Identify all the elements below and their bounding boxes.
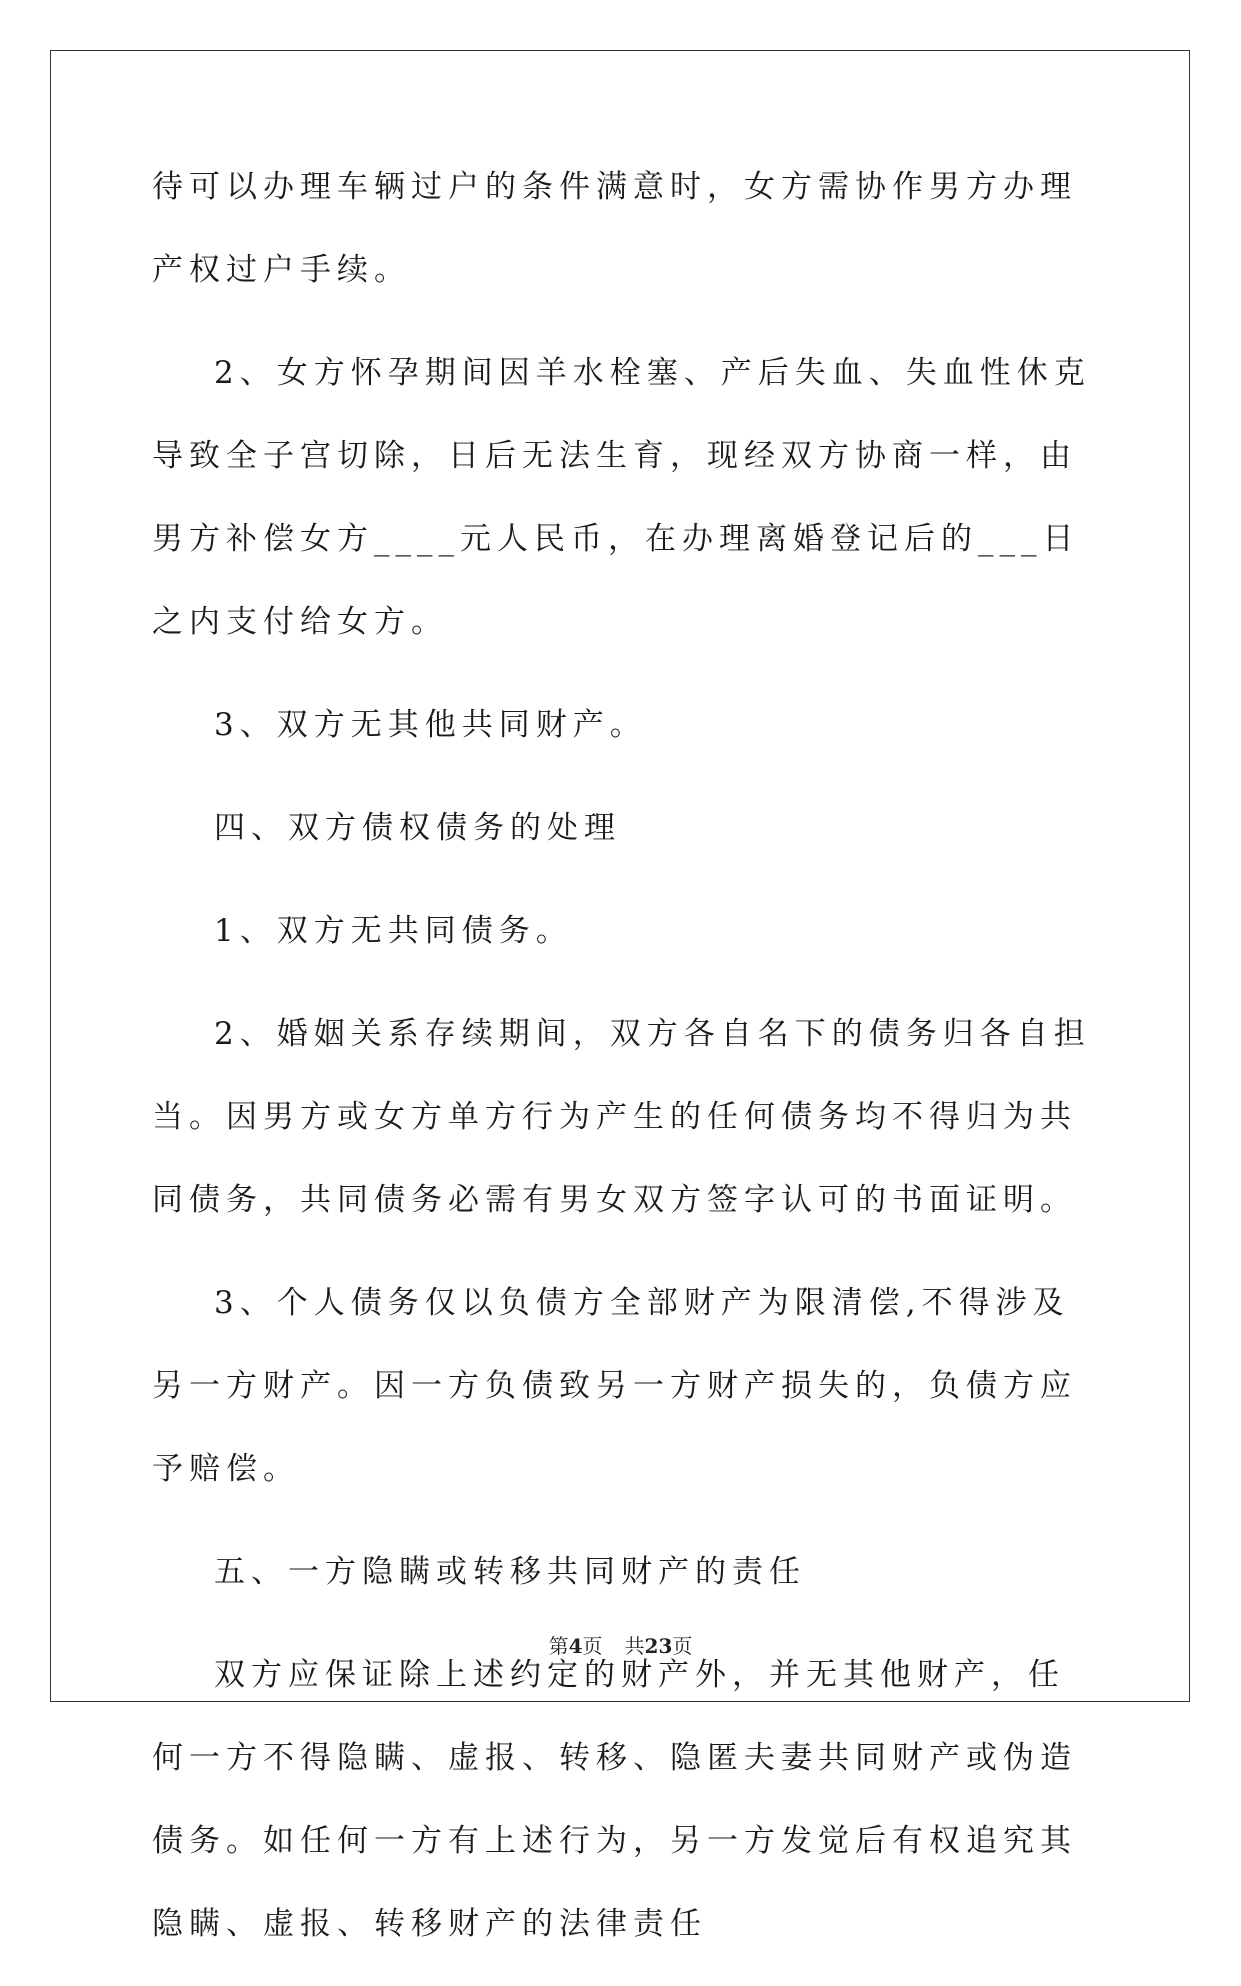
- paragraph-continuation: 待可以办理车辆过户的条件满意时，女方需协作男方办理产权过户手续。: [152, 169, 1077, 288]
- page-number: 4: [568, 1634, 583, 1658]
- paragraph-debt-item-3: 3、个人债务仅以负债方全部财产为限清偿,不得涉及另一方财产。因一方负债致另一方财产损失的，负债方应予赔偿。: [152, 1285, 1077, 1487]
- paragraph-debt-item-1: 1、双方无共同债务。: [214, 913, 573, 949]
- paragraph-concealment-liability: 双方应保证除上述约定的财产外，并无其他财产，任何一方不得隐瞒、虚报、转移、隐匿夫妻共同财产或伪造债务。如任何一方有上述行为，另一方发觉后有权追究其隐瞒、虚报、转移财产的法律责任: [152, 1657, 1077, 1942]
- total-pages: 23: [644, 1634, 673, 1658]
- paragraph-item-3-no-other-property: 3、双方无其他共同财产。: [214, 707, 647, 743]
- paragraph-item-2-compensation: 2、女方怀孕期间因羊水栓塞、产后失血、失血性休克导致全子宫切除，日后无法生育，现经双方协商一样，由男方补偿女方____元人民币，在办理离婚登记后的___日之内支付给女方。: [152, 355, 1091, 640]
- page-suffix: 页: [582, 1634, 603, 1658]
- document-body: [152, 146, 1092, 1986]
- section-heading-debts: 四、双方债权债务的处理: [214, 810, 621, 846]
- page-prefix: 第: [548, 1634, 569, 1658]
- paragraph-debt-item-2: 2、婚姻关系存续期间，双方各自名下的债务归各自担当。因男方或女方单方行为产生的任何债务均不得归为共同债务，共同债务必需有男女双方签字认可的书面证明。: [152, 1016, 1091, 1218]
- page-footer: [0, 1630, 1241, 1659]
- section-heading-concealment: 五、一方隐瞒或转移共同财产的责任: [214, 1554, 806, 1590]
- total-suffix: 页: [672, 1634, 693, 1658]
- total-prefix: 共: [624, 1634, 645, 1658]
